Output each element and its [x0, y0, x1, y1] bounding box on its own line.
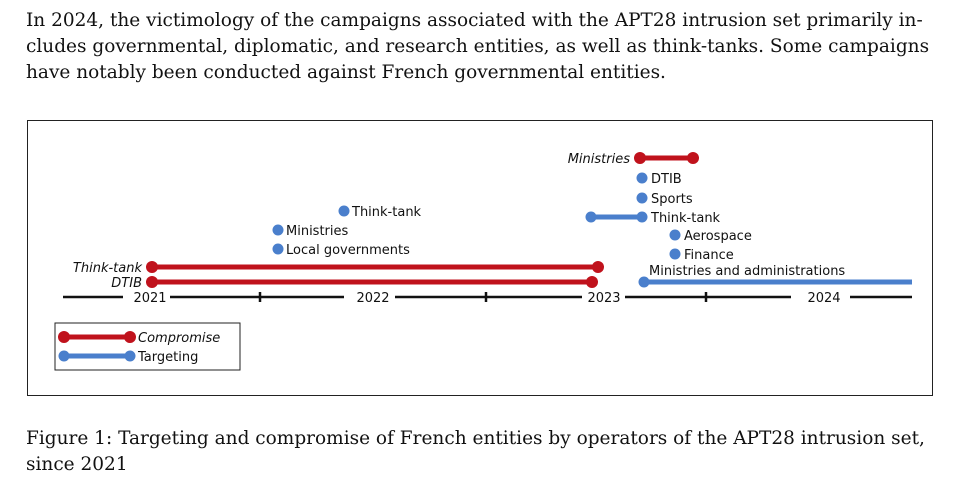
- event-label-think-tank-2021: Think-tank: [72, 261, 142, 276]
- event-label-finance: Finance: [684, 248, 734, 263]
- event-dot-sports: [637, 193, 648, 204]
- event-label-aerospace: Aerospace: [684, 229, 752, 244]
- figure-caption: Figure 1: Targeting and compromise of French entities by operators of the APT28 intrusion set, since 2021: [26, 428, 925, 475]
- axis-year-label: 2022: [356, 291, 390, 306]
- legend-compromise-label: Compromise: [138, 331, 221, 346]
- compromise-bar-dtib: [146, 276, 598, 288]
- event-label-sports: Sports: [651, 192, 693, 207]
- event-label-ministries-administrations: Ministries and administrations: [649, 264, 846, 279]
- event-label-dtib-2021: DTIB: [111, 276, 142, 291]
- legend-targeting-swatch: [59, 351, 136, 362]
- compromise-bar-ministries-2023: [634, 152, 699, 164]
- compromise-bar-think-tank: [146, 261, 604, 273]
- legend-compromise-swatch: [58, 331, 136, 343]
- event-dot-ministries-2021: [273, 225, 284, 236]
- axis-year-label: 2024: [807, 291, 841, 306]
- event-dot-think-tank-2022: [339, 206, 350, 217]
- event-label-think-tank-2023: Think-tank: [651, 211, 721, 226]
- event-dot-dtib-2023: [637, 173, 648, 184]
- legend-targeting-label: Targeting: [138, 350, 199, 365]
- event-dot-aerospace: [670, 230, 681, 241]
- event-label-ministries-2023: Ministries: [567, 152, 630, 167]
- event-dot-finance: [670, 249, 681, 260]
- timeline-svg: [28, 121, 934, 397]
- event-label-ministries-2021: Ministries: [286, 224, 349, 239]
- targeting-bar-think-tank-2023: [586, 212, 648, 223]
- event-label-local-governments: Local governments: [286, 243, 410, 258]
- intro-paragraph: In 2024, the victimology of the campaigns associated with the APT28 intrusion set primarily includes governmental, diplomatic, and research entities, as well as think-tanks. Some campaigns have notably been conducted against French governmental entities.: [26, 10, 930, 83]
- axis-year-label: 2023: [587, 291, 621, 306]
- timeline-figure: [27, 120, 933, 396]
- event-label-think-tank-2022: Think-tank: [352, 205, 422, 220]
- timeline-axis: [63, 292, 912, 302]
- axis-year-label: 2021: [133, 291, 167, 306]
- event-dot-local-governments: [273, 244, 284, 255]
- event-label-dtib-2023: DTIB: [651, 172, 682, 187]
